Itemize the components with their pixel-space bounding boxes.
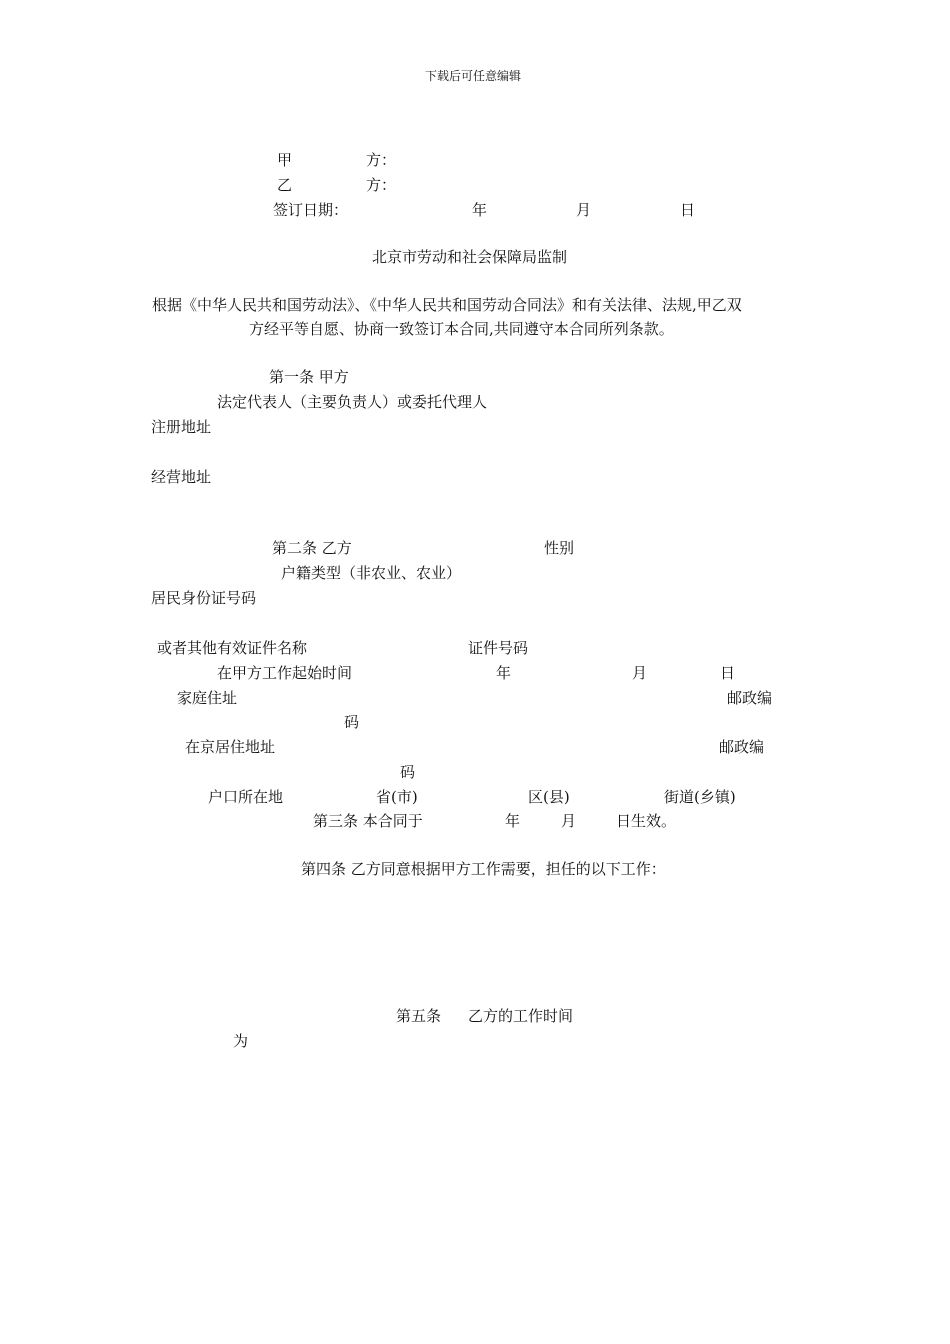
intro-line-2: 方经平等自愿、协商一致签订本合同,共同遵守本合同所列条款。: [249, 320, 674, 338]
intro-line-1: 根据《中华人民共和国劳动法》、《中华人民共和国劳动合同法》和有关法律、法规,甲乙双: [152, 296, 742, 314]
article-3-month: 月: [561, 812, 577, 830]
party-a-suffix: 方：: [366, 151, 397, 169]
postal-code-1-b: 码: [344, 713, 360, 731]
reg-address-label: 注册地址: [151, 418, 212, 436]
id-number-label: 居民身份证号码: [151, 589, 257, 607]
beijing-address-label: 在京居住地址: [185, 738, 276, 756]
article-5-title: 第五条: [396, 1007, 442, 1025]
article-3-text: 第三条 本合同于: [313, 812, 423, 830]
district-label: 区(县): [528, 788, 570, 806]
sign-date-label: 签订日期：: [273, 201, 349, 219]
gender-label: 性别: [544, 539, 575, 557]
article-5-wei: 为: [233, 1032, 249, 1050]
street-label: 街道(乡镇): [664, 788, 736, 806]
sign-month: 月: [576, 201, 592, 219]
id-no-label: 证件号码: [468, 639, 529, 657]
home-address-label: 家庭住址: [177, 689, 238, 707]
article-4-text: 第四条 乙方同意根据甲方工作需要，担任的以下工作：: [301, 860, 666, 878]
article-3-year: 年: [505, 812, 521, 830]
party-b-label: 乙: [277, 176, 293, 194]
article-1-title: 第一条 甲方: [269, 368, 349, 386]
legal-rep-label: 法定代表人（主要负责人）或委托代理人: [217, 393, 488, 411]
start-month: 月: [632, 664, 648, 682]
postal-code-1-a: 邮政编: [727, 689, 773, 707]
postal-code-2-b: 码: [400, 763, 416, 781]
article-3-effective: 日生效。: [616, 812, 677, 830]
start-day: 日: [720, 664, 736, 682]
biz-address-label: 经营地址: [151, 468, 212, 486]
sign-year: 年: [472, 201, 488, 219]
other-id-name-label: 或者其他有效证件名称: [157, 639, 308, 657]
sign-day: 日: [680, 201, 696, 219]
household-type-label: 户籍类型（非农业、农业）: [281, 564, 462, 582]
start-time-label: 在甲方工作起始时间: [217, 664, 353, 682]
supervisor-line: 北京市劳动和社会保障局监制: [372, 248, 568, 266]
download-note: 下载后可任意编辑: [425, 69, 522, 83]
hukou-location-label: 户口所在地: [208, 788, 284, 806]
party-b-suffix: 方：: [366, 176, 397, 194]
article-2-title: 第二条 乙方: [272, 539, 352, 557]
postal-code-2-a: 邮政编: [719, 738, 765, 756]
province-label: 省(市): [376, 788, 418, 806]
start-year: 年: [496, 664, 512, 682]
article-5-subtitle: 乙方的工作时间: [468, 1007, 574, 1025]
party-a-label: 甲: [277, 151, 293, 169]
